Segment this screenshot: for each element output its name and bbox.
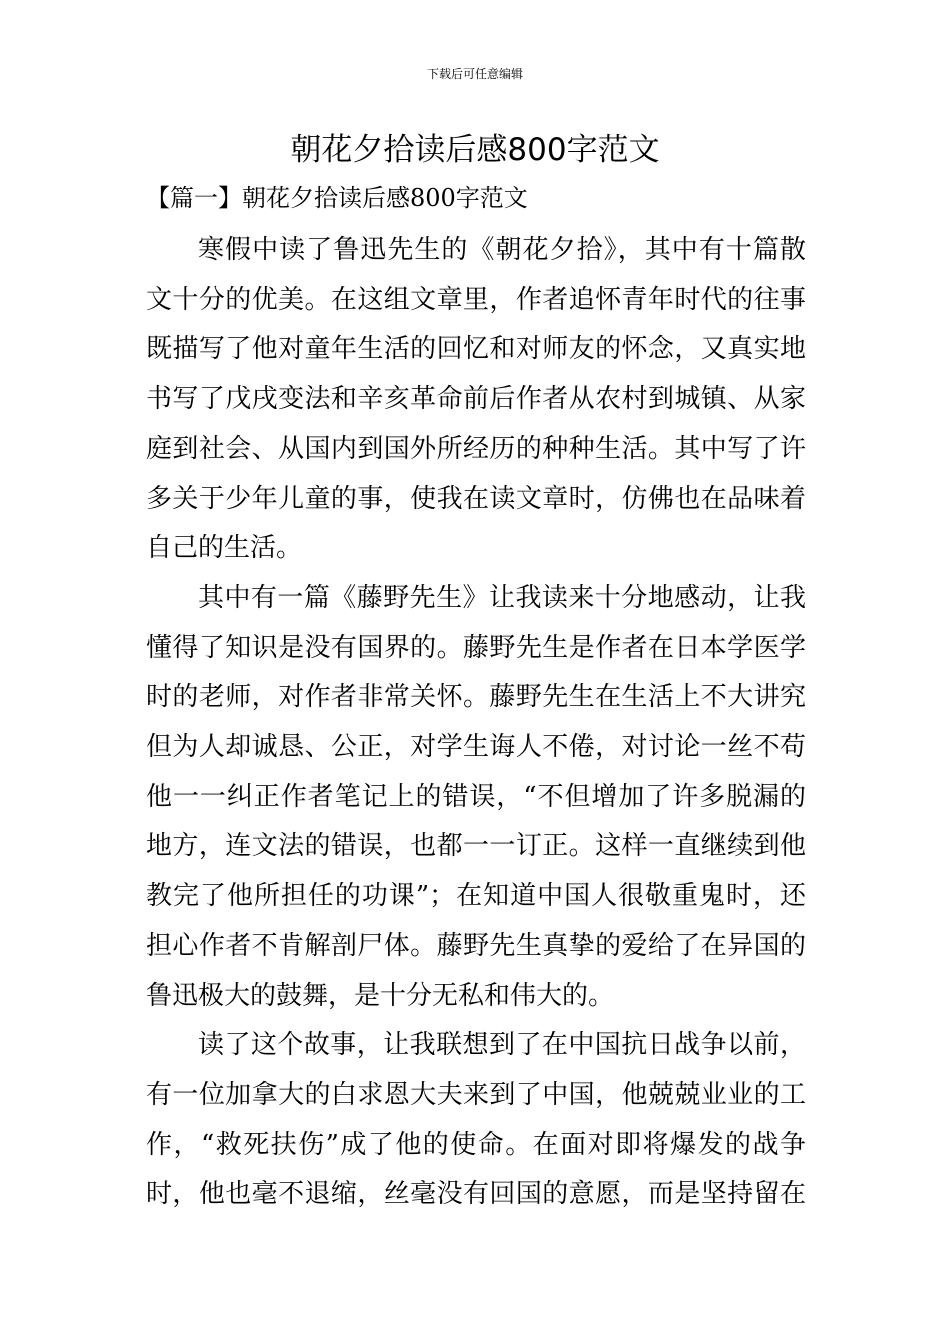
section-heading: 【篇一】朝花夕拾读后感800字范文 bbox=[146, 184, 528, 212]
paragraph-line: 自己的生活。 bbox=[146, 533, 303, 564]
paragraph-line: 寒假中读了鲁迅先生的《朝花夕拾》，其中有十篇散 bbox=[198, 235, 806, 265]
paragraph-line: 但为人却诚恳、公正，对学生诲人不倦，对讨论一丝不苟 bbox=[146, 732, 806, 763]
paragraph-line: 多关于少年儿童的事，使我在读文章时，仿佛也在品味着 bbox=[146, 483, 806, 514]
paragraph-line: 其中有一篇《藤野先生》让我读来十分地感动，让我 bbox=[198, 582, 806, 613]
paragraph-line: 鲁迅极大的鼓舞，是十分无私和伟大的。 bbox=[146, 980, 615, 1011]
paragraph bbox=[146, 1021, 806, 1220]
paragraph bbox=[146, 574, 806, 1021]
paragraph bbox=[146, 226, 806, 574]
paragraph-line: 时的老师，对作者非常关怀。藤野先生在生活上不大讲究 bbox=[146, 682, 806, 713]
header-note: 下载后可任意编辑 bbox=[426, 67, 523, 81]
paragraph-line: 懂得了知识是没有国界的。藤野先生是作者在日本学医学 bbox=[146, 632, 806, 663]
paragraph-line: 时，他也毫不退缩，丝毫没有回国的意愿，而是坚持留在 bbox=[146, 1179, 806, 1210]
paragraph-line: 他一一纠正作者笔记上的错误，“不但增加了许多脱漏的 bbox=[146, 781, 806, 812]
paragraph-line: 读了这个故事，让我联想到了在中国抗日战争以前， bbox=[198, 1030, 806, 1061]
paragraph-line: 作，“救死扶伤”成了他的使命。在面对即将爆发的战争 bbox=[146, 1129, 806, 1160]
paragraph-line: 地方，连文法的错误，也都一一订正。这样一直继续到他 bbox=[146, 831, 806, 862]
paragraph-line: 教完了他所担任的功课”；在知道中国人很敬重鬼时，还 bbox=[146, 881, 806, 912]
paragraph-line: 担心作者不肯解剖尸体。藤野先生真挚的爱给了在异国的 bbox=[146, 930, 806, 961]
document-title: 朝花夕拾读后感800字范文 bbox=[290, 132, 660, 168]
paragraph-line: 书写了戊戌变法和辛亥革命前后作者从农村到城镇、从家 bbox=[146, 384, 806, 415]
paragraph-line: 庭到社会、从国内到国外所经历的种种生活。其中写了许 bbox=[146, 433, 806, 464]
paragraph-line: 既描写了他对童年生活的回忆和对师友的怀念，又真实地 bbox=[146, 334, 806, 365]
document-body bbox=[146, 226, 806, 1220]
paragraph-line: 有一位加拿大的白求恩大夫来到了中国，他兢兢业业的工 bbox=[146, 1079, 806, 1110]
paragraph-line: 文十分的优美。在这组文章里，作者追怀青年时代的往事 bbox=[146, 284, 806, 315]
